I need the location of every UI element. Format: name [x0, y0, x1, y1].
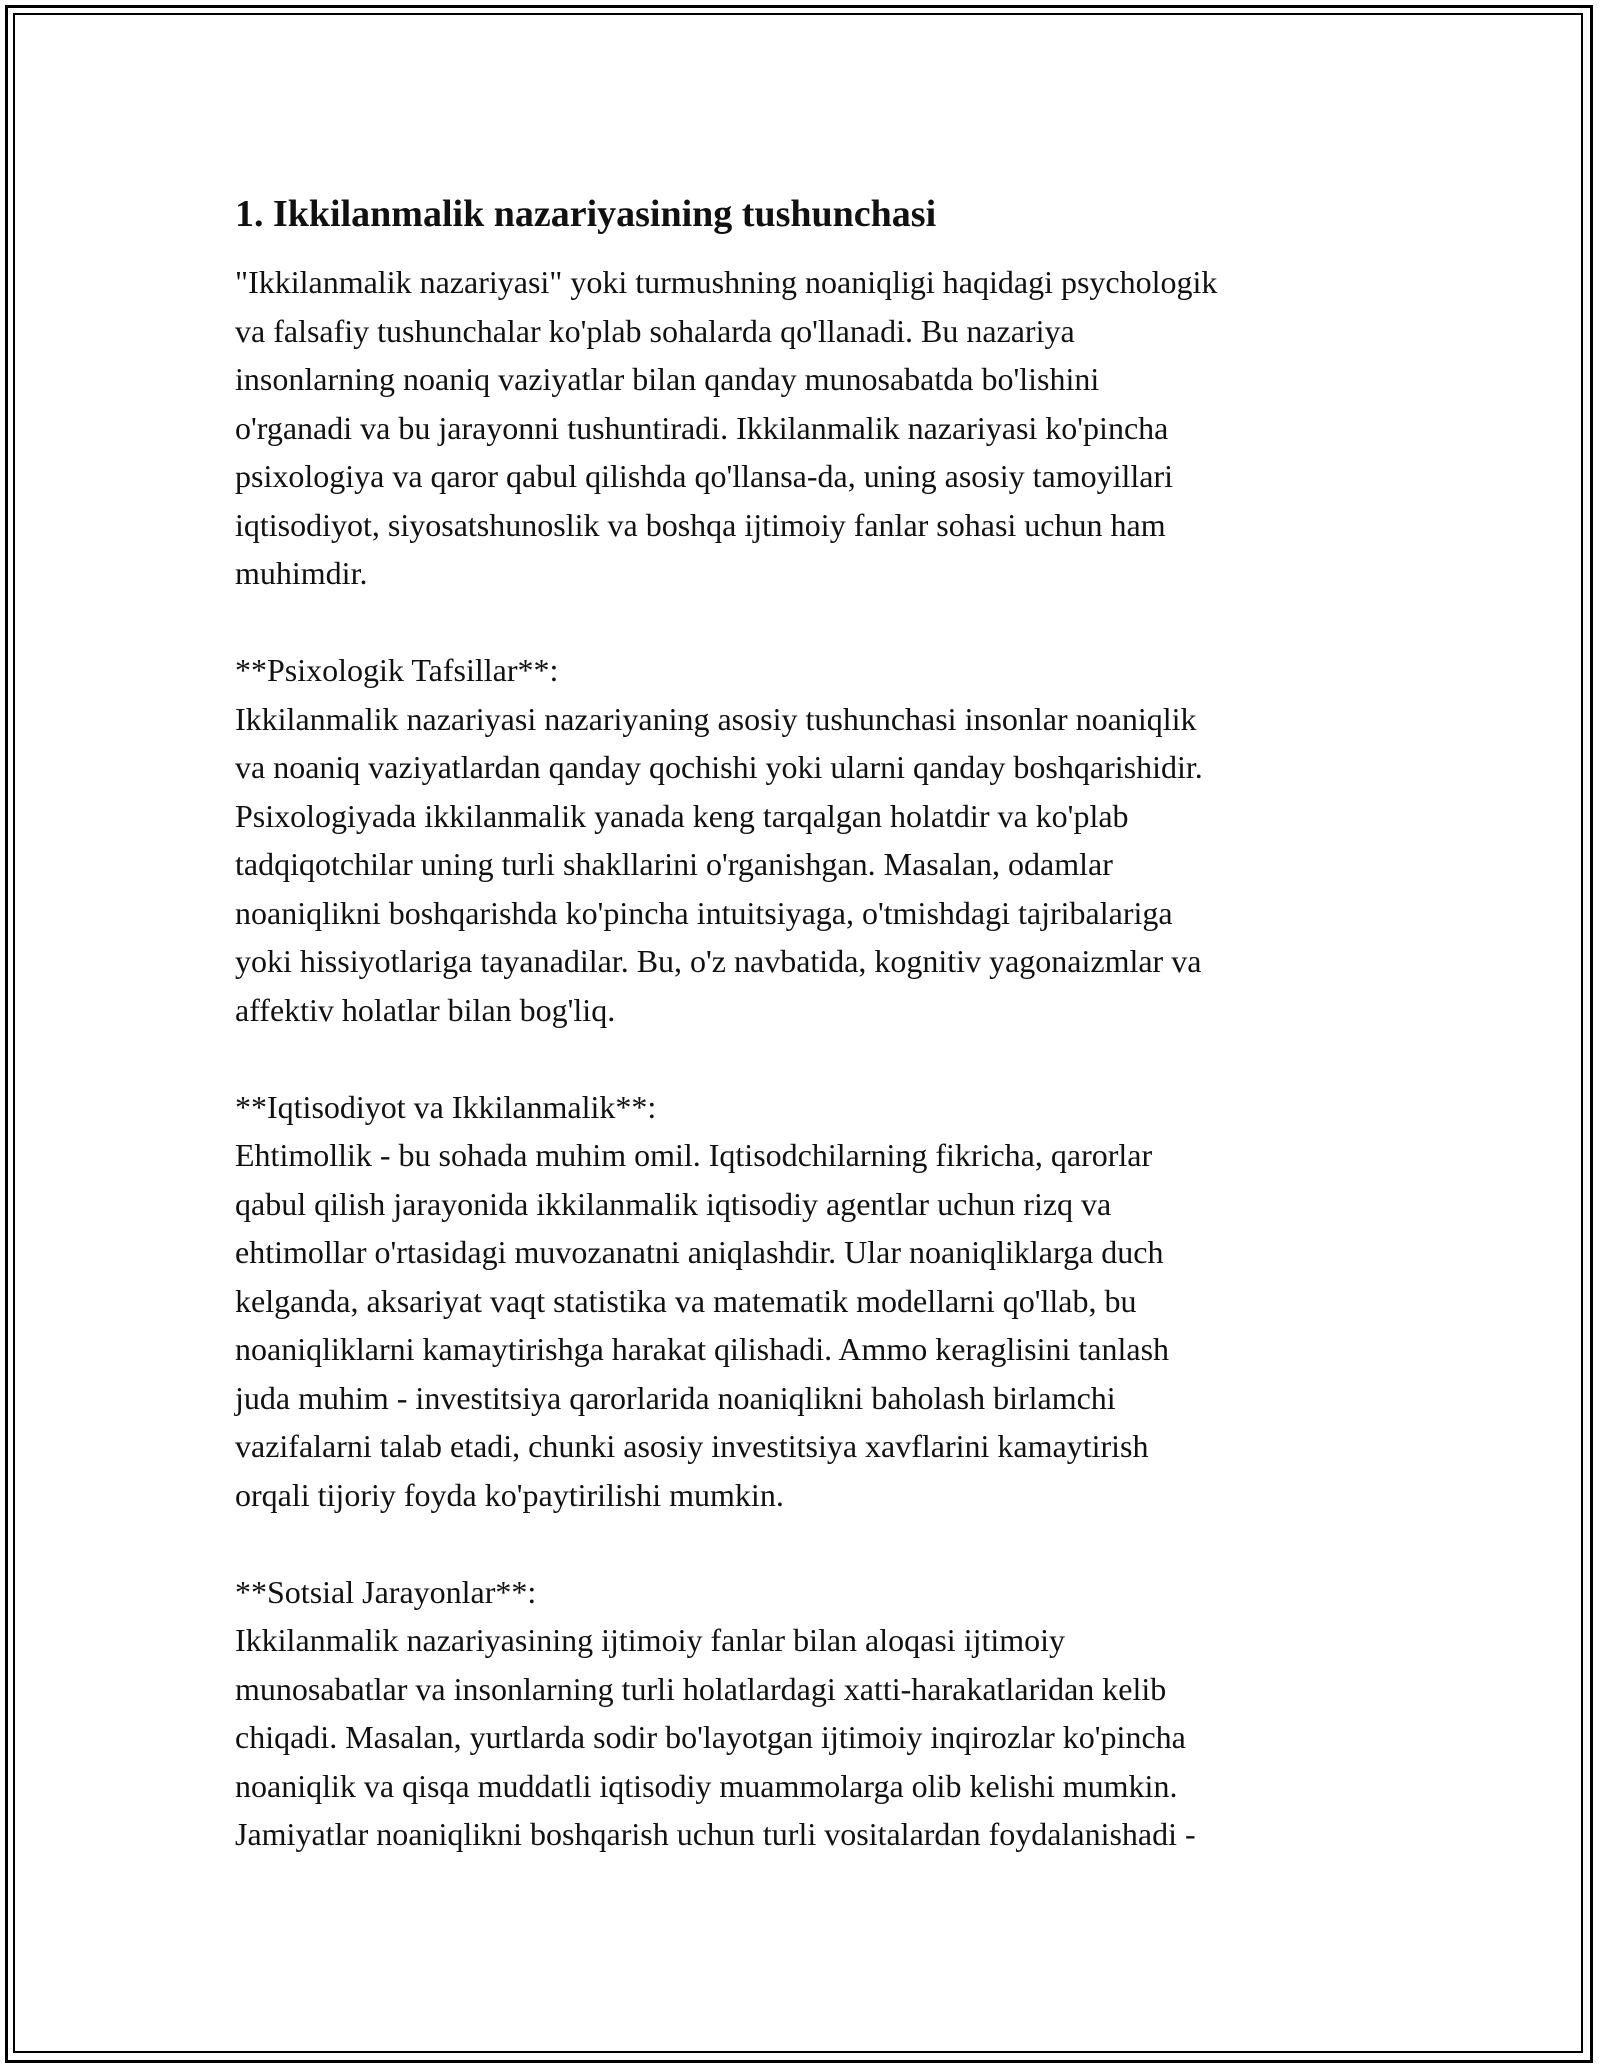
text-line: **Iqtisodiyot va Ikkilanmalik**:: [235, 1088, 657, 1125]
text-line: noaniqlikni boshqarishda ko'pincha intuitsiyaga, o'tmishdagi tajribalariga: [235, 894, 1173, 931]
text-line: insonlarning noaniq vaziyatlar bilan qanday munosabatda bo'lishini: [235, 361, 1100, 397]
text-line: munosabatlar va insonlarning turli holatlardagi xatti-harakatlaridan kelib: [235, 1670, 1167, 1707]
text-line: va noaniq vaziyatlardan qanday qochishi yoki ularni qanday boshqarishidir.: [235, 749, 1203, 785]
text-line: ehtimollar o'rtasidagi muvozanatni aniqlashdir. Ular noaniqliklarga duch: [235, 1234, 1164, 1270]
text-line: juda muhim - investitsiya qarorlarida noaniqlikni baholash birlamchi: [235, 1379, 1116, 1416]
text-line: Ikkilanmalik nazariyasi nazariyaning asosiy tushunchasi insonlar noaniqlik: [235, 700, 1197, 737]
paragraph-gap: [235, 598, 1385, 647]
paragraph: [235, 1568, 1385, 1859]
text-line: **Sotsial Jarayonlar**:: [235, 1573, 537, 1610]
paragraph-gap: [235, 1034, 1385, 1083]
text-line: kelganda, aksariyat vaqt statistika va matematik modellarni qo'llab, bu: [235, 1282, 1137, 1319]
text-line: tadqiqotchilar uning turli shakllarini o'rganishgan. Masalan, odamlar: [235, 846, 1113, 882]
paragraph-gap: [235, 1519, 1385, 1568]
text-line: va falsafiy tushunchalar ko'plab sohalarda qo'llanadi. Bu nazariya: [235, 312, 1075, 349]
text-line: Psixologiyada ikkilanmalik yanada keng tarqalgan holatdir va ko'plab: [235, 797, 1129, 834]
page-title: 1. Ikkilanmalik nazariyasining tushunchasi: [235, 193, 937, 235]
text-line: noaniqliklarni kamaytirishga harakat qilishadi. Ammo keraglisini tanlash: [235, 1331, 1170, 1367]
paragraph: [235, 258, 1385, 598]
text-line: vazifalarni talab etadi, chunki asosiy investitsiya xavflarini kamaytirish: [235, 1428, 1149, 1464]
text-line: orqali tijoriy foyda ko'paytirilishi mumkin.: [235, 1476, 784, 1513]
text-line: noaniqlik va qisqa muddatli iqtisodiy muammolarga olib kelishi mumkin.: [235, 1767, 1178, 1804]
text-line: Jamiyatlar noaniqlikni boshqarish uchun turli vositalardan foydalanishadi -: [235, 1816, 1196, 1852]
paragraph: [235, 646, 1385, 1034]
document-body: [235, 188, 1385, 1859]
text-line: "Ikkilanmalik nazariyasi" yoki turmushning noaniqligi haqidagi psychologik: [235, 264, 1218, 300]
paragraph-list: [235, 258, 1385, 1859]
text-line: o'rganadi va bu jarayonni tushuntiradi. Ikkilanmalik nazariyasi ko'pincha: [235, 409, 1169, 446]
text-line: chiqadi. Masalan, yurtlarda sodir bo'layotgan ijtimoiy inqirozlar ko'pincha: [235, 1719, 1186, 1755]
paragraph: [235, 1083, 1385, 1520]
text-line: yoki hissiyotlariga tayanadilar. Bu, o'z navbatida, kognitiv yagonaizmlar va: [235, 943, 1202, 979]
text-line: muhimdir.: [235, 555, 368, 591]
text-line: affektiv holatlar bilan bog'liq.: [235, 991, 616, 1028]
text-line: **Psixologik Tafsillar**:: [235, 652, 559, 688]
text-line: qabul qilish jarayonida ikkilanmalik iqtisodiy agentlar uchun rizq va: [235, 1185, 1112, 1222]
text-line: iqtisodiyot, siyosatshunoslik va boshqa ijtimoiy fanlar sohasi uchun ham: [235, 506, 1166, 543]
text-line: Ikkilanmalik nazariyasining ijtimoiy fanlar bilan aloqasi ijtimoiy: [235, 1622, 1066, 1658]
text-line: Ehtimollik - bu sohada muhim omil. Iqtisodchilarning fikricha, qarorlar: [235, 1137, 1153, 1173]
text-line: psixologiya va qaror qabul qilishda qo'llansa-da, uning asosiy tamoyillari: [235, 458, 1174, 494]
